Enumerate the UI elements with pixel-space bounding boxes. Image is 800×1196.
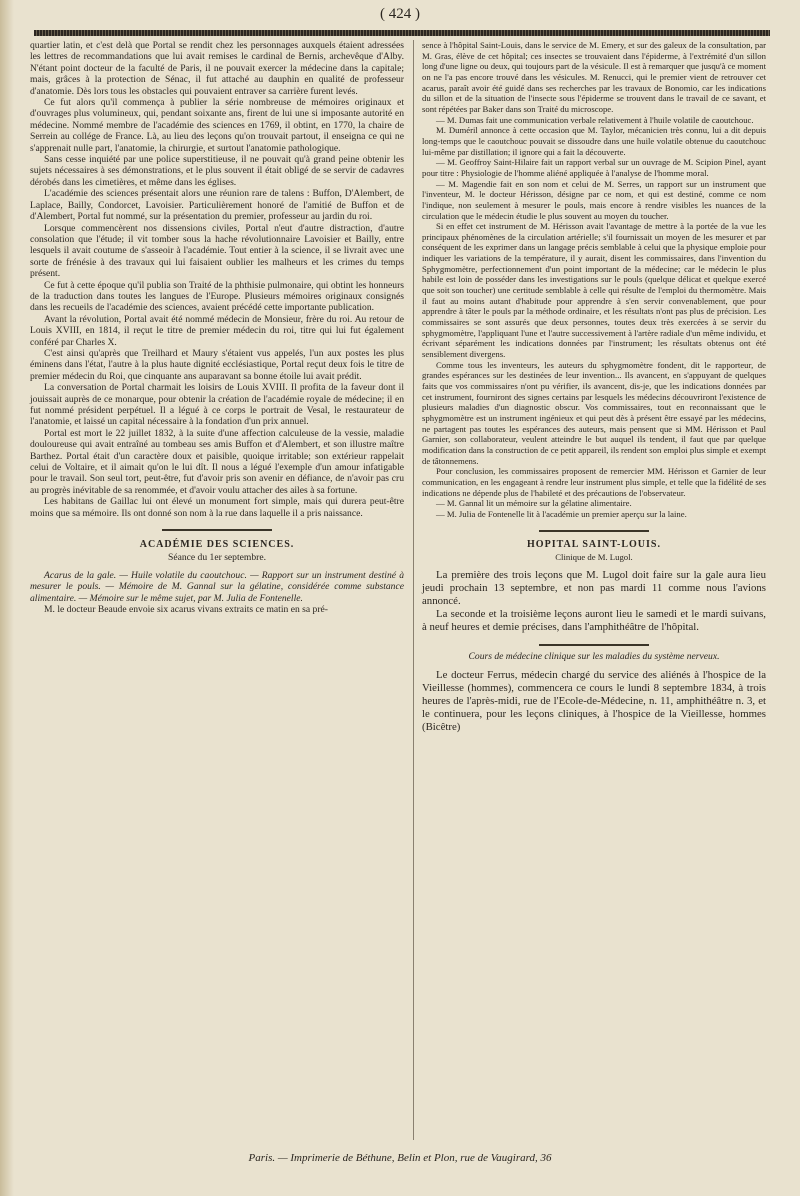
- paragraph: — M. Julia de Fontenelle lit à l'académie un premier aperçu sur la laine.: [436, 508, 687, 519]
- paragraph: La première des trois leçons que M. Lugol doit faire sur la gale aura lieu jeudi prochain 13 septembre, et non pas mardi 11 comme nous l'avions annoncé.: [422, 568, 766, 607]
- section-rule: [162, 529, 272, 531]
- paragraph: — M. Gannal lit un mémoire sur la gélatine alimentaire.: [436, 498, 632, 509]
- cours-paragraph: Le docteur Ferrus, médecin chargé du service des aliénés à l'hospice de la Vieillesse (hommes), commencera ce cours le lundi 8 septembre 1834, à trois heures de l'après-midi, rue de l'Ecole-de-Médecine, n. 11, amphithéâtre n. 3, et le continuera, pour les leçons cliniques, à l'hospice de la Vieillesse, hommes (Bicêtre): [422, 668, 766, 733]
- paragraph: Ce fut à cette époque qu'il publia son Traité de la phthisie pulmonaire, qui obtint les honneurs de la traduction dans toutes les langues de l'Europe. Plusieurs mémoires originaux consignés dans les recueils de l'académie des sciences, avaient précédé cette importante publication.: [30, 279, 404, 314]
- paragraph: Portal est mort le 22 juillet 1832, à la suite d'une affection calculeuse de la vessie, maladie douloureuse qui avait entraîné au tombeau ses amis Buffon et d'Alembert, et son illustre maître Barthez. Portal était d'un caractère doux et paisible, quoique irritable; son extérieur rappelait celui de Voltaire, et il aimait qu'on le lui dît. Il nous a légué l'exemple d'un amour infatigable pour le travail. Son seul tort, peut-être, fut d'avoir pris son avenir en défiance, de n'avoir pas cru au progrès inévitable de sa renommée, et d'avoir voulu attacher des ailes à sa fortune.: [30, 427, 404, 496]
- paragraph: Sans cesse inquiété par une police superstitieuse, il ne pouvait qu'à grand peine obtenir les sujets nécessaires à ses démonstrations, et le plus souvent il était obligé de se servir de cadavres dérobés dans les cimetières, et même dans les églises.: [30, 154, 404, 188]
- paragraph: C'est ainsi qu'après que Treilhard et Maury s'étaient vus appelés, l'un aux postes les plus éminens dans l'état, l'autre à la plus haute dignité ecclésiastique, Portal reçut deux fois le titre de premier médecin du Roi, que cinquante ans auparavant sa bonne étoile lui avait prédit.: [30, 347, 404, 382]
- printer-imprint: Paris. — Imprimerie de Béthune, Belin et Plon, rue de Vaugirard, 36: [248, 1152, 552, 1164]
- academie-title: ACADÉMIE DES SCIENCES.: [139, 539, 295, 551]
- paragraph: M. Duméril annonce à cette occasion que M. Taylor, mécanicien très connu, lui a dit depuis long-temps que le caoutchouc pouvait se dissoudre dans une huile volatile obtenue du caoutchouc lui-même par distillation; il ignore qui a fait la découverte.: [422, 125, 766, 157]
- right-column: [422, 40, 766, 734]
- paragraph: Avant la révolution, Portal avait été nommé médecin de Monsieur, frère du roi. Au retour de Louis XVIII, en 1814, il reçut le titre de premier médecin du roi, titre qui lui fut également conféré par Charles X.: [30, 313, 404, 348]
- page-edge-stain: [0, 0, 14, 1196]
- section-rule: [539, 644, 649, 646]
- paragraph: Si en effet cet instrument de M. Hérisson avait l'avantage de mettre à la portée de la vue les principaux phénomènes de la circulation artérielle; s'il fournissait un moyen de les mesurer et par conséquent de les exprimer dans un langage précis semblable à celui que la physique emploie pour indiquer les variations de la température, il y aurait, disent les commissaires, dans l'invention du Sphygmomètre, perfectionnement d'un point important de la médecine; car le médecin le plus habile est loin de posséder dans les investigations sur le pouls (quelque délicat et quelque exercé que soit son toucher) une certitude semblable à celle qui résulte de l'emploi du thermomètre. Mais il faut au moins autant d'habitude pour apprendre à s'en servir convenablement, que pour apprendre à tâter le pouls par la méthode ordinaire, et les résultats n'ont pas plus de précision. Les commissaires se sont assurés que deux personnes, toutes deux très exercées à se servir du sphygmomètre, l'appliquant l'une et l'autre successivement à l'artère radiale d'un même individu, et écrivant séparément les indications données par l'instrument; les résultats obtenus ont été sensiblement divergens.: [422, 221, 766, 360]
- section-rule: [539, 530, 649, 532]
- paragraph: — M. Geoffroy Saint-Hilaire fait un rapport verbal sur un ouvrage de M. Scipion Pinel, ayant pour titre : Physiologie de l'homme aliéné appliquée à l'analyse de l'homme moral.: [422, 157, 766, 178]
- paragraph: Lorsque commencèrent nos dissensions civiles, Portal n'eut d'autre distraction, d'autre consolation que l'étude; il vit tomber sous la hache révolutionnaire Lavoisier et Bailly, entre lesquels il avait coutume de s'asseoir à l'académie. Tout entier à la science, il se livrait avec une sorte de frénésie à des travaux qui lui faisaient oublier les malheurs et les crimes du temps présent.: [30, 222, 404, 280]
- hopital-title: HOPITAL SAINT-LOUIS.: [527, 538, 661, 550]
- paragraph: Les habitans de Gaillac lui ont élevé un monument fort simple, mais qui durera peut-être moins que sa mémoire. Ils ont donné son nom à la rue dans laquelle il a pris naissance.: [30, 496, 404, 519]
- column-divider: [413, 40, 414, 1140]
- header-rule: [34, 30, 770, 36]
- paragraph: Comme tous les inventeurs, les auteurs du sphygmomètre fondent, dit le rapporteur, de grandes espérances sur les destinées de leur invention... Ils avancent, en s'appuyant de quelques faits que vos commissaires n'ont pu vérifier, ils avancent, dis-je, que les indications données par cet instrument, fourniront des signes certains par lesquels les médecins découvriront l'existence de plusieurs maladies d'un diagnostic obscur. Vos commissaires, tout en reconnaissant que le sphygmomètre est un instrument ingénieux et qui peut dès à présent être essayé par les médecins, ne partagent pas toutes les espérances des auteurs, mais pensent que si MM. Hérisson et Paul Garnier, son collaborateur, veulent atteindre le but auquel ils tendent, il faut que par quelque modification dans la construction de ce petit appareil, ils rendent son emploi plus simple et exempt de tâtonnemens.: [422, 359, 766, 466]
- paragraph: La seconde et la troisième leçons auront lieu le samedi et le mardi suivans, à neuf heures et demie précises, dans l'amphithéâtre de l'hôpital.: [422, 607, 766, 633]
- seance-date: Séance du 1er septembre.: [167, 552, 267, 564]
- paragraph: — M. Magendie fait en son nom et celui de M. Serres, un rapport sur un instrument que l'inventeur, M. le docteur Hérisson, désigne par ce nom, et qui est destiné, comme ce nom l'indique, non seulement à mesurer le pouls, mais encore à rendre visibles les nuances de la circulation que le médecin étudie le plus souvent au moyen du toucher.: [422, 178, 766, 221]
- page-number: ( 424 ): [380, 6, 420, 22]
- article-text: M. le docteur Beaude envoie six acarus vivans extraits ce matin en sa pré-: [44, 604, 328, 616]
- paragraph: — M. Dumas fait une communication verbale relativement à l'huile volatile de caoutchouc.: [436, 114, 754, 125]
- paragraph: L'académie des sciences présentait alors une réunion rare de talens : Buffon, D'Alembert, de Laplace, Bailly, Condorcet, Lavoisier. Particulièrement honoré de l'amitié de Buffon et de d'Alembert, Portal fut nommé, sur la présentation du premier, professeur au jardin du roi.: [30, 188, 404, 223]
- right-paragraphs: [422, 40, 766, 520]
- paragraph: Ce fut alors qu'il commença à publier la série nombreuse de mémoires originaux et d'ouvrages plus volumineux, qui, pendant soixante ans, firent de lui une si imposante autorité en médecine. Nommé membre de l'académie des sciences en 1769, il obtint, en 1770, la chaire de Serrein au collége de France. Là, au lieu des leçons qu'on trouvait partout, il enseigna ce qui ne s'apprenait nulle part, l'anatomie, la chirurgie, et surtout l'anatomie pathologique.: [30, 97, 404, 154]
- paragraph: sence à l'hôpital Saint-Louis, dans le service de M. Emery, et sur des galeux de la consultation, par M. Gras, élève de cet hôpital; ces insectes se trouvaient dans l'épiderme, à l'extrémité d'un sillon long d'une ligne ou deux, qui toujours part de la vésicule. Il est à remarquer que jusqu'à ce moment on ne l'a pas encore trouvé dans les vésicules. M. Renucci, qui le premier vient de retrouver cet acarus, paraît avoir été guidé dans ses recherches par les travaux de Bonomio, car les indications du sillon et de la situation de l'insecte sous l'épiderme se trouvent dans le travail de ce savant, et sont répétées par Baker dans son Traité du microscope.: [422, 40, 766, 114]
- paragraph: quartier latin, et c'est delà que Portal se rendit chez les personnages auxquels étaient adressées les lettres de recommandations que lui avait remises le cardinal de Bernis, archevêque d'Alby. N'étant point docteur de la faculté de Paris, il ne pouvait exercer la médecine dans la capitale; mais, grâces à la protection de Sénac, il fut attaché au dauphin en qualité de professeur d'anatomie. Dès lors tous les obstacles qui pouvaient entraver sa carrière furent levés.: [30, 40, 404, 97]
- left-paragraphs: [30, 40, 404, 519]
- session-summary: Acarus de la gale. — Huile volatile du caoutchouc. — Rapport sur un instrument destiné à mesurer le pouls. — Mémoire de M. Gannal sur la gélatine, considérée comme substance alimentaire. — Mémoire sur le même sujet, par M. Julia de Fontenelle.: [30, 569, 404, 604]
- cours-title: Cours de médecine clinique sur les maladies du système nerveux.: [468, 650, 720, 662]
- paragraph: La conversation de Portal charmait les loisirs de Louis XVIII. Il profita de la faveur dont il jouissait auprès de ce monarque, pour obtenir la création de l'académie royale de médecine; il en fut nommé président perpétuel. Il a légué à ce corps le portrait de Vesal, le restaurateur de l'anatomie, et laissé un capital nécessaire à la fondation d'un prix annuel.: [30, 382, 404, 428]
- clinique-subtitle: Clinique de M. Lugol.: [555, 552, 633, 563]
- left-column: [30, 40, 404, 616]
- paragraph: Pour conclusion, les commissaires proposent de remercier MM. Hérisson et Garnier de leur communication, en les engageant à rendre leur instrument plus simple, et telle que la fidélité de ses indications ne dépende plus de l'habileté et des précautions de l'observateur.: [422, 466, 767, 498]
- hopital-paragraphs: [422, 569, 766, 634]
